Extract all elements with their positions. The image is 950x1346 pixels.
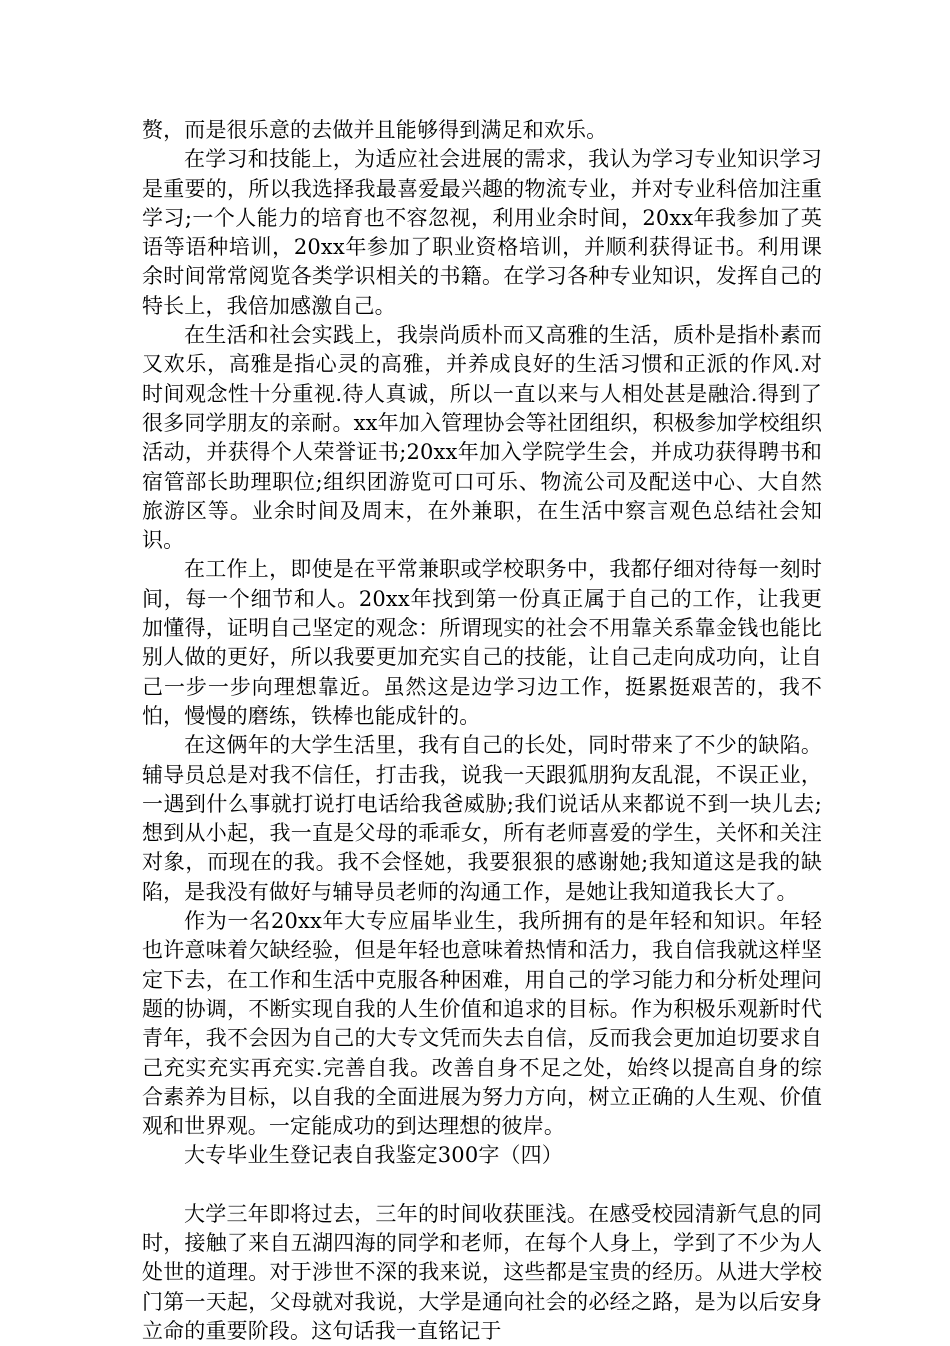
paragraph-4: 在工作上，即使是在平常兼职或学校职务中，我都仔细对待每一刻时间，每一个细节和人。20xx年找到第一份真正属于自己的工作，让我更加懂得，证明自己坚定的观念：所谓现实的社会不用靠关系靠金钱也能比别人做的更好，所以我要更加充实自己的技能，让自己走向成功向，让自己一步一步向理想靠近。虽然这是边学习边工作，挺累挺艰苦的，我不怕，慢慢的磨练，铁棒也能成针的。 bbox=[142, 557, 822, 728]
paragraph-1: 赘，而是很乐意的去做并且能够得到满足和欢乐。 bbox=[142, 118, 608, 142]
paragraph-6: 作为一名20xx年大专应届毕业生，我所拥有的是年轻和知识。年轻也许意味着欠缺经验，但是年轻也意味着热情和活力，我自信我就这样坚定下去，在工作和生活中克服各种困难，用自己的学习能力和分析处理问题的协调，不断实现自我的人生价值和追求的目标。作为积极乐观新时代青年，我不会因为自己的大专文凭而失去自信，反而我会更加迫切要求自己充实充实再充实.完善自我。改善自身不足之处，始终以提高自身的综合素养为目标，以自我的全面进展为努力方向，树立正确的人生观、价值观和世界观。一定能成功的到达理想的彼岸。 bbox=[142, 909, 822, 1139]
section-heading: 大专毕业生登记表自我鉴定300字（四） bbox=[184, 1143, 563, 1168]
paragraph-3: 在生活和社会实践上，我崇尚质朴而又高雅的生活，质朴是指朴素而又欢乐，高雅是指心灵的高雅，并养成良好的生活习惯和正派的作风.对时间观念性十分重视.待人真诚，所以一直以来与人相处甚是融洽.得到了很多同学朋友的亲耐。xx年加入管理协会等社团组织，积极参加学校组织活动，并获得个人荣誉证书;20xx年加入学院学生会，并成功获得聘书和宿管部长助理职位;组织团游览可口可乐、物流公司及配送中心、大自然旅游区等。业余时间及周末，在外兼职，在生活中察言观色总结社会知识。 bbox=[142, 323, 822, 553]
paragraph-7: 大学三年即将过去，三年的时间收获匪浅。在感受校园清新气息的同时，接触了来自五湖四海的同学和老师，在每个人身上，学到了不少为人处世的道理。对于涉世不深的我来说，这些都是宝贵的经历。从进大学校门第一天起，父母就对我说，大学是通向社会的必经之路，是为以后安身立命的重要阶段。这句话我一直铭记于 bbox=[142, 1201, 822, 1343]
paragraph-2: 在学习和技能上，为适应社会进展的需求，我认为学习专业知识学习是重要的，所以我选择我最喜爱最兴趣的物流专业，并对专业科倍加注重学习;一个人能力的培育也不容忽视，利用业余时间，20xx年我参加了英语等语种培训，20xx年参加了职业资格培训，并顺利获得证书。利用课余时间常常阅览各类学识相关的书籍。在学习各种专业知识，发挥自己的特长上，我倍加感激自己。 bbox=[142, 147, 822, 318]
paragraph-5: 在这俩年的大学生活里，我有自己的长处，同时带来了不少的缺陷。辅导员总是对我不信任，打击我，说我一天跟狐朋狗友乱混，不误正业，一遇到什么事就打说打电话给我爸威胁;我们说话从来都说不到一块儿去;想到从小起，我一直是父母的乖乖女，所有老师喜爱的学生，关怀和关注对象，而现在的我。我不会怪她，我要狠狠的感谢她;我知道这是我的缺陷，是我没有做好与辅导员老师的沟通工作，是她让我知道我长大了。 bbox=[142, 733, 822, 904]
document-body bbox=[142, 116, 822, 1346]
